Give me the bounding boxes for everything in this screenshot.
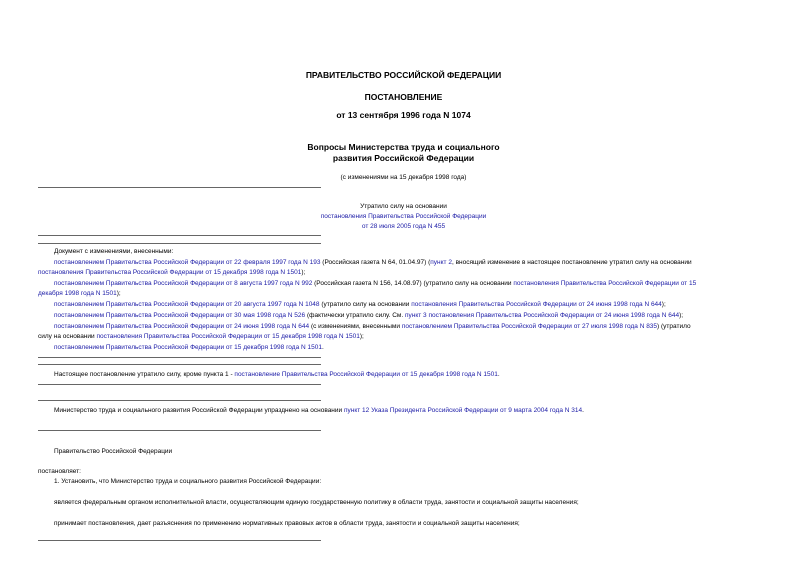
divider	[38, 235, 321, 236]
document-type: ПОСТАНОВЛЕНИЕ	[364, 92, 443, 102]
change-link-4[interactable]: постановлением Правительства Российской Федерации от 30 мая 1998 года N 526	[54, 312, 306, 319]
divider	[38, 540, 321, 541]
body-paragraph-3: принимает постановления, дает разъяснения по применению нормативных правовых актов в области труда, занятости и социальной защиты населения;	[54, 520, 520, 527]
change-link-6[interactable]: постановлением Правительства Российской Федерации от 15 декабря 1998 года N 1501	[54, 344, 322, 351]
document-date: от 13 сентября 1996 года N 1074	[336, 110, 471, 120]
change-text: );	[661, 301, 666, 308]
change-item-6	[38, 342, 767, 354]
document-title-line1: Вопросы Министерства труда и социального	[307, 142, 500, 152]
note-ministry-abolished	[38, 405, 767, 417]
change-text: );	[116, 290, 121, 297]
change-text: (Российская газета N 156, 14.08.97) (утратило силу на основании	[312, 280, 514, 287]
note-link[interactable]: пункт 12 Указа Президента Российской Федерации от 9 марта 2004 года N 314	[343, 407, 583, 414]
change-link-5[interactable]: постановлением Правительства Российской Федерации от 24 июня 1998 года N 644	[54, 323, 310, 330]
change-text: .	[321, 344, 324, 351]
note-text: Настоящее постановление утратило силу, кроме пункта 1 -	[54, 371, 235, 378]
note-text: .	[582, 407, 584, 414]
change-text: );	[359, 333, 364, 340]
body-paragraph-1: 1. Установить, что Министерство труда и социального развития Российской Федерации:	[54, 478, 322, 485]
change-item-2-cont	[38, 288, 767, 300]
change-item-5-cont	[38, 331, 767, 343]
note-lost-force	[38, 369, 767, 381]
body-paragraph-2: является федеральным органом исполнительной власти, осуществляющим единую государственную политику в области труда, занятости и социальной защиты населения;	[54, 499, 579, 506]
change-text: (с изменениями, внесенными	[309, 323, 402, 330]
divider	[38, 357, 321, 358]
divider	[38, 400, 321, 401]
changes-note: (с изменениями на 15 декабря 1998 года)	[340, 174, 467, 181]
change-link-1b[interactable]: пункт 2	[430, 259, 452, 266]
divider	[38, 430, 321, 431]
change-link-2b[interactable]: постановления Правительства Российской Федерации от 15	[513, 280, 697, 287]
change-link-1c[interactable]: постановления Правительства Российской Федерации от 15 декабря 1998 года N 1501	[38, 269, 302, 276]
change-link-2[interactable]: постановлением Правительства Российской Федерации от 8 августа 1997 года N 992	[54, 280, 313, 287]
government-heading: ПРАВИТЕЛЬСТВО РОССИЙСКОЙ ФЕДЕРАЦИИ	[305, 70, 502, 80]
lost-force-line: Утратило силу на основании	[360, 203, 447, 210]
body-government: Правительство Российской Федерации	[54, 448, 173, 455]
lost-force-link[interactable]: постановления Правительства Российской Федерации	[320, 213, 487, 220]
change-item-1-cont	[38, 267, 767, 279]
document-title-line2: развития Российской Федерации	[332, 153, 475, 163]
note-link[interactable]: постановление Правительства Российской Федерации от 15 декабря 1998 года N 1501	[234, 371, 498, 378]
divider	[38, 384, 321, 385]
divider	[38, 364, 321, 365]
change-link-5b[interactable]: постановлением Правительства Российской Федерации от 27 июля 1998 года N 835	[401, 323, 658, 330]
change-item-3	[38, 299, 767, 311]
change-link-5c[interactable]: постановления Правительства Российской Федерации от 15 декабря 1998 года N 1501	[96, 333, 360, 340]
change-text: , вносящий изменение в настоящее постановление утратил силу на основании	[451, 259, 692, 266]
change-link-2c[interactable]: декабря 1998 года N 1501	[38, 290, 117, 297]
divider	[38, 187, 321, 188]
change-text: силу на основании	[38, 333, 97, 340]
changes-intro: Документ с изменениями, внесенными:	[54, 248, 174, 255]
note-text: Министерство труда и социального развития Российской Федерации упразднено на основании	[54, 407, 344, 414]
change-link-3b[interactable]: постановления Правительства Российской Федерации от 24 июня 1998 года N 644	[411, 301, 662, 308]
lost-force-link-date[interactable]: от 28 июля 2005 года N 455	[361, 223, 446, 230]
change-text: (Российская газета N 64, 01.04.97) (	[320, 259, 431, 266]
change-text: (утратило силу на основании	[319, 301, 412, 308]
change-link-1[interactable]: постановлением Правительства Российской Федерации от 22 февраля 1997 года N 193	[54, 259, 321, 266]
change-text: ) (утратило	[657, 323, 691, 330]
change-link-3[interactable]: постановлением Правительства Российской Федерации от 20 августа 1997 года N 1048	[54, 301, 320, 308]
note-text: .	[497, 371, 500, 378]
change-text: );	[301, 269, 306, 276]
change-item-4	[38, 310, 767, 322]
body-decrees: постановляет:	[38, 468, 81, 475]
change-text: );	[679, 312, 684, 319]
change-text: (фактически утратило силу. См.	[305, 312, 405, 319]
change-link-4b[interactable]: пункт 3 постановления Правительства Российской Федерации от 24 июня 1998 года N 644	[405, 312, 680, 319]
divider	[38, 243, 321, 244]
